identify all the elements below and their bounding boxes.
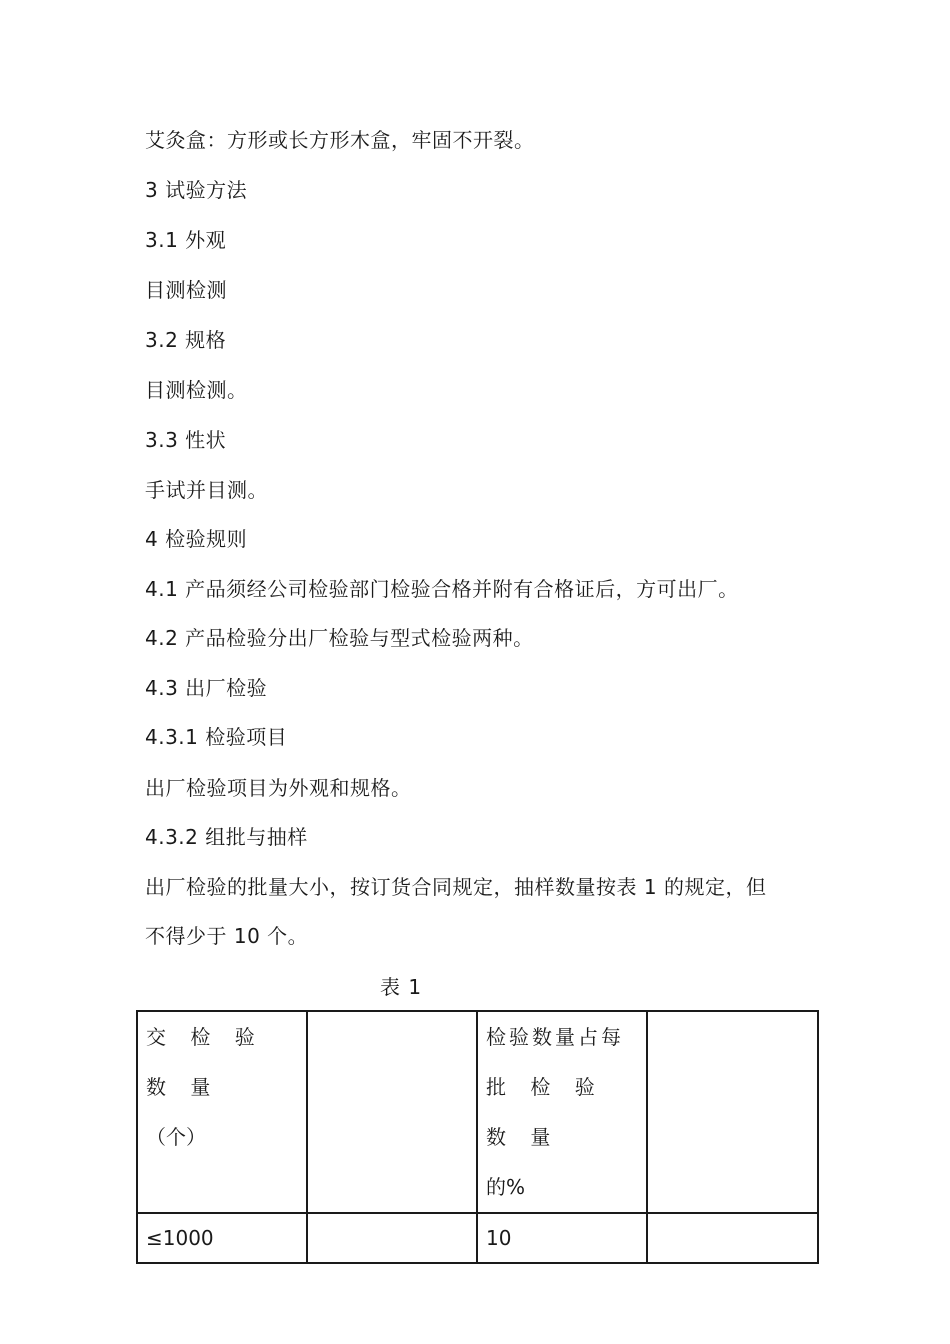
table-header-row — [137, 1011, 818, 1213]
cell-empty-2 — [307, 1213, 477, 1263]
header-cell-batch-quantity — [137, 1011, 307, 1213]
text-line-14: 出厂检验项目为外观和规格。 — [145, 776, 412, 800]
header-sample-percent-line3: 的% — [486, 1175, 526, 1199]
section-heading-4-3-1: 4.3.1 检验项目 — [145, 725, 288, 749]
header-cell-sample-percent — [477, 1011, 647, 1213]
section-heading-4-3: 4.3 出厂检验 — [145, 676, 268, 700]
cell-batch-quantity: ≤1000 — [137, 1213, 307, 1263]
section-heading-3-2: 3.2 规格 — [145, 328, 227, 352]
table-row — [137, 1213, 818, 1263]
text-line-4-2: 4.2 产品检验分出厂检验与型式检验两种。 — [145, 626, 534, 650]
text-line-4: 目测检测 — [145, 278, 227, 302]
section-heading-3-3: 3.3 性状 — [145, 428, 227, 452]
text-line-1: 艾灸盒：方形或长方形木盒，牢固不开裂。 — [145, 128, 535, 152]
header-sample-percent-line1: 检验数量占每 — [486, 1025, 624, 1049]
text-line-17: 不得少于 10 个。 — [145, 924, 309, 948]
cell-empty-4 — [647, 1213, 818, 1263]
text-line-8: 手试并目测。 — [145, 478, 268, 502]
header-cell-empty-2 — [307, 1011, 477, 1213]
section-heading-3: 3 试验方法 — [145, 178, 248, 202]
sampling-table — [136, 1010, 819, 1264]
cell-sample-percent: 10 — [477, 1213, 647, 1263]
text-line-4-1: 4.1 产品须经公司检验部门检验合格并附有合格证后，方可出厂。 — [145, 577, 739, 601]
header-cell-empty-4 — [647, 1011, 818, 1213]
text-line-6: 目测检测。 — [145, 378, 248, 402]
section-heading-4: 4 检验规则 — [145, 527, 248, 551]
table-caption: 表 1 — [380, 975, 423, 999]
section-heading-4-3-2: 4.3.2 组批与抽样 — [145, 825, 308, 849]
text-line-16: 出厂检验的批量大小，按订货合同规定，抽样数量按表 1 的规定，但 — [145, 875, 767, 899]
header-batch-quantity-line2: （个） — [146, 1125, 206, 1149]
section-heading-3-1: 3.1 外观 — [145, 228, 227, 252]
header-batch-quantity-line1: 交 检 验 数 量 — [146, 1025, 264, 1099]
header-sample-percent-line2: 批 检 验 数 量 — [486, 1075, 604, 1149]
